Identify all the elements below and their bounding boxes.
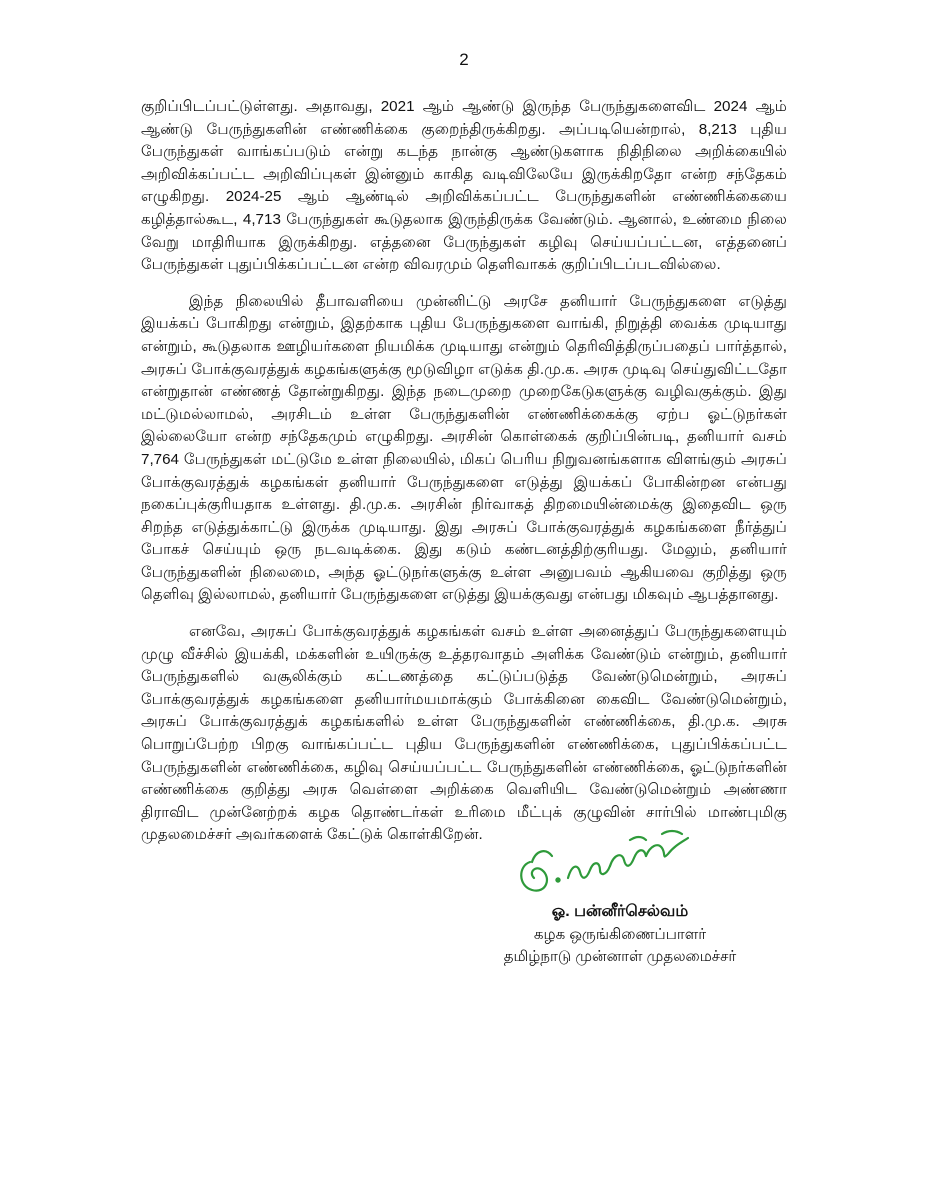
paragraph-3: எனவே, அரசுப் போக்குவரத்துக் கழகங்கள் வசம் உள்ள அனைத்துப் பேருந்துகளையும் முழு வீச்சில் இயக்கி, மக்களின் உயிருக்கு உத்தரவாதம் அளிக்க வேண்டும் என்றும், தனியார் பேருந்துகளில் வசூலிக்கும் கட்டணத்தை கட்டுப்படுத்த வேண்டுமென்றும், அரசுப் போக்குவரத்துக் கழகங்களை தனியார்மயமாக்கும் போக்கினை கைவிட வேண்டுமென்றும், அரசுப் போக்குவரத்துக் கழகங்களில் உள்ள பேருந்துகளின் எண்ணிக்கை, தி.மு.க. அரசு பொறுப்பேற்ற பிறகு வாங்கப்பட்ட புதிய பேருந்துகளின் எண்ணிக்கை, புதுப்பிக்கப்பட்ட பேருந்துகளின் எண்ணிக்கை, கழிவு செய்யப்பட்ட பேருந்துகளின் எண்ணிக்கை, ஓட்டுநர்களின் எண்ணிக்கை குறித்து அரசு வெள்ளை அறிக்கை வெளியிட வேண்டுமென்றும் அண்ணா திராவிட முன்னேற்றக் கழக தொண்டர்கள் உரிமை மீட்புக் குழுவின் சார்பில் மாண்புமிகு முதலமைச்சர் அவர்களைக் கேட்டுக் கொள்கிறேன்.	[141, 623, 787, 844]
signatory-subtitle: தமிழ்நாடு முன்னாள் முதலமைச்சர்	[503, 948, 737, 965]
page-number: 2	[459, 50, 469, 69]
signatory-name: ஓ. பன்னீர்செல்வம்	[551, 903, 689, 920]
paragraph-2: இந்த நிலையில் தீபாவளியை முன்னிட்டு அரசே தனியார் பேருந்துகளை எடுத்து இயக்கப் போகிறது என்றும், இதற்காக புதிய பேருந்துகளை வாங்கி, நிறுத்தி வைக்க முடியாது என்றும், கூடுதலாக ஊழியர்களை நியமிக்க முடியாது என்றும் தெரிவித்திருப்பதைப் பார்த்தால், அரசுப் போக்குவரத்துக் கழகங்களுக்கு மூடுவிழா எடுக்க தி.மு.க. அரசு முடிவு செய்துவிட்டதோ என்றுதான் எண்ணத் தோன்றுகிறது. இந்த நடைமுறை முறைகேடுகளுக்கு வழிவகுக்கும். இது மட்டுமல்லாமல், அரசிடம் உள்ள பேருந்துகளின் எண்ணிக்கைக்கு ஏற்ப ஓட்டுநர்கள் இல்லையோ என்ற சந்தேகமும் எழுகிறது. அரசின் கொள்கைக் குறிப்பின்படி, தனியார் வசம் 7,764 பேருந்துகள் மட்டுமே உள்ள நிலையில், மிகப் பெரிய நிறுவனங்களாக விளங்கும் அரசுப் போக்குவரத்துக் கழகங்கள் தனியார் பேருந்துகளை எடுத்து இயக்கப் போகின்றன என்பது நகைப்புக்குரியதாக உள்ளது. தி.மு.க. அரசின் நிர்வாகத் திறமையின்மைக்கு இதைவிட ஒரு சிறந்த எடுத்துக்காட்டு இருக்க முடியாது. இது அரசுப் போக்குவரத்துக் கழகங்களை நீர்த்துப் போகச் செய்யும் ஒரு நடவடிக்கை. இது கடும் கண்டனத்திற்குரியது. மேலும், தனியார் பேருந்துகளின் நிலைமை, அந்த ஓட்டுநர்களுக்கு உள்ள அனுபவம் ஆகியவை குறித்து ஒரு தெளிவு இல்லாமல், தனியார் பேருந்துகளை எடுத்து இயக்குவது என்பது மிகவும் ஆபத்தானது.	[141, 292, 787, 604]
signature-block	[480, 900, 760, 968]
letter-body	[141, 96, 787, 861]
signatory-title: கழக ஒருங்கிணைப்பாளர்	[533, 926, 707, 943]
handwritten-signature	[512, 820, 702, 900]
paragraph-1: குறிப்பிடப்பட்டுள்ளது. அதாவது, 2021 ஆம் ஆண்டு இருந்த பேருந்துகளைவிட 2024 ஆம் ஆண்டு பேருந்துகளின் எண்ணிக்கை குறைந்திருக்கிறது. அப்படியென்றால், 8,213 புதிய பேருந்துகள் வாங்கப்படும் என்று கடந்த நான்கு ஆண்டுகளாக நிதிநிலை அறிக்கையில் அறிவிக்கப்பட்ட அறிவிப்புகள் இன்னும் காகித வடிவிலேயே இருக்கிறதோ என்ற சந்தேகம் எழுகிறது. 2024-25 ஆம் ஆண்டில் அறிவிக்கப்பட்ட பேருந்துகளின் எண்ணிக்கையை கழித்தால்கூட, 4,713 பேருந்துகள் கூடுதலாக இருந்திருக்க வேண்டும். ஆனால், உண்மை நிலை வேறு மாதிரியாக இருக்கிறது. எத்தனை பேருந்துகள் கழிவு செய்யப்பட்டன, எத்தனைப் பேருந்துகள் புதுப்பிக்கப்பட்டன என்ற விவரமும் தெளிவாகக் குறிப்பிடப்படவில்லை.	[141, 98, 787, 274]
